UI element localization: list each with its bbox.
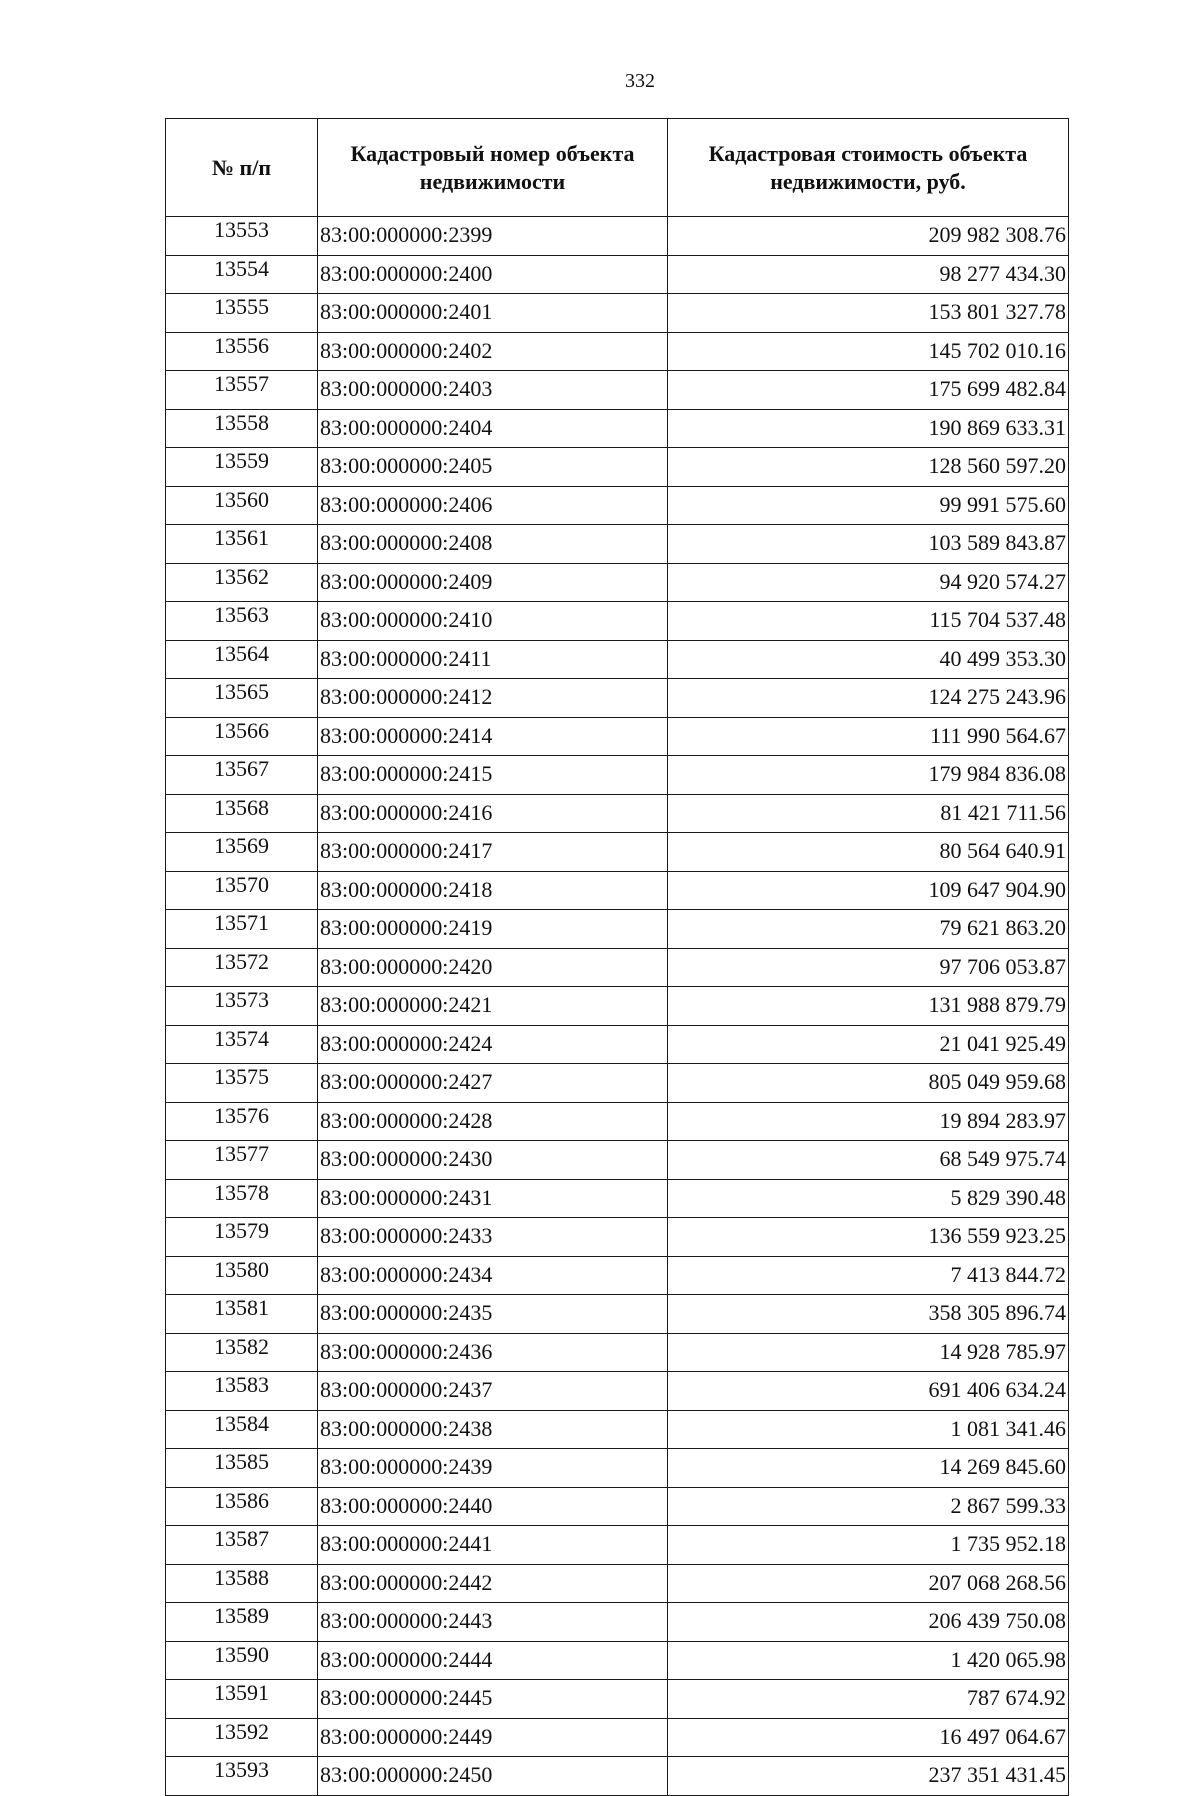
row-number-cell: 13586 xyxy=(166,1487,318,1526)
cadastral-number-cell: 83:00:000000:2430 xyxy=(318,1141,668,1180)
cadastral-number-cell: 83:00:000000:2450 xyxy=(318,1757,668,1796)
cadastral-value-cell: 19 894 283.97 xyxy=(668,1102,1069,1141)
row-number-cell: 13591 xyxy=(166,1680,318,1719)
cadastral-number-cell: 83:00:000000:2409 xyxy=(318,563,668,602)
cadastral-number-cell: 83:00:000000:2433 xyxy=(318,1218,668,1257)
row-number-cell: 13582 xyxy=(166,1333,318,1372)
row-number-cell: 13571 xyxy=(166,910,318,949)
table-row xyxy=(166,602,1069,641)
cadastral-value-cell: 124 275 243.96 xyxy=(668,679,1069,718)
row-number-cell: 13587 xyxy=(166,1526,318,1565)
row-number-cell: 13564 xyxy=(166,640,318,679)
table-row xyxy=(166,1603,1069,1642)
row-number-cell: 13558 xyxy=(166,409,318,448)
cadastral-value-cell: 175 699 482.84 xyxy=(668,371,1069,410)
row-number-cell: 13577 xyxy=(166,1141,318,1180)
table-row xyxy=(166,448,1069,487)
cadastral-number-cell: 83:00:000000:2424 xyxy=(318,1025,668,1064)
table-row xyxy=(166,332,1069,371)
cadastral-number-cell: 83:00:000000:2412 xyxy=(318,679,668,718)
cadastral-number-cell: 83:00:000000:2431 xyxy=(318,1179,668,1218)
cadastral-number-cell: 83:00:000000:2405 xyxy=(318,448,668,487)
table-row xyxy=(166,409,1069,448)
table-row xyxy=(166,833,1069,872)
row-number-cell: 13554 xyxy=(166,255,318,294)
cadastral-number-cell: 83:00:000000:2416 xyxy=(318,794,668,833)
cadastral-number-cell: 83:00:000000:2439 xyxy=(318,1449,668,1488)
row-number-cell: 13576 xyxy=(166,1102,318,1141)
cadastral-number-cell: 83:00:000000:2449 xyxy=(318,1718,668,1757)
cadastral-value-cell: 97 706 053.87 xyxy=(668,948,1069,987)
table-row xyxy=(166,1025,1069,1064)
row-number-cell: 13556 xyxy=(166,332,318,371)
cadastral-number-cell: 83:00:000000:2408 xyxy=(318,525,668,564)
table-row xyxy=(166,525,1069,564)
table-row xyxy=(166,640,1069,679)
table-row xyxy=(166,371,1069,410)
table-row xyxy=(166,679,1069,718)
cadastral-number-cell: 83:00:000000:2442 xyxy=(318,1564,668,1603)
header-row-number: № п/п xyxy=(166,119,318,217)
table-body xyxy=(166,217,1069,1796)
cadastral-number-cell: 83:00:000000:2404 xyxy=(318,409,668,448)
cadastral-value-cell: 14 928 785.97 xyxy=(668,1333,1069,1372)
table-row xyxy=(166,1256,1069,1295)
cadastral-number-cell: 83:00:000000:2406 xyxy=(318,486,668,525)
cadastral-value-cell: 145 702 010.16 xyxy=(668,332,1069,371)
page-number: 332 xyxy=(625,70,655,92)
table-row xyxy=(166,486,1069,525)
cadastral-number-cell: 83:00:000000:2417 xyxy=(318,833,668,872)
cadastral-number-cell: 83:00:000000:2436 xyxy=(318,1333,668,1372)
table-row xyxy=(166,294,1069,333)
row-number-cell: 13583 xyxy=(166,1372,318,1411)
row-number-cell: 13567 xyxy=(166,756,318,795)
table-row xyxy=(166,717,1069,756)
row-number-cell: 13580 xyxy=(166,1256,318,1295)
table-row xyxy=(166,1372,1069,1411)
table-row xyxy=(166,1333,1069,1372)
table-row xyxy=(166,1641,1069,1680)
cadastral-value-cell: 14 269 845.60 xyxy=(668,1449,1069,1488)
row-number-cell: 13581 xyxy=(166,1295,318,1334)
cadastral-value-cell: 111 990 564.67 xyxy=(668,717,1069,756)
cadastral-number-cell: 83:00:000000:2444 xyxy=(318,1641,668,1680)
table-row xyxy=(166,1410,1069,1449)
row-number-cell: 13566 xyxy=(166,717,318,756)
cadastral-value-cell: 79 621 863.20 xyxy=(668,910,1069,949)
table-row xyxy=(166,1102,1069,1141)
cadastral-number-cell: 83:00:000000:2400 xyxy=(318,255,668,294)
cadastral-number-cell: 83:00:000000:2420 xyxy=(318,948,668,987)
cadastral-value-cell: 136 559 923.25 xyxy=(668,1218,1069,1257)
cadastral-number-cell: 83:00:000000:2421 xyxy=(318,987,668,1026)
table-row xyxy=(166,987,1069,1026)
cadastral-number-cell: 83:00:000000:2410 xyxy=(318,602,668,641)
table-row xyxy=(166,1564,1069,1603)
cadastral-number-cell: 83:00:000000:2411 xyxy=(318,640,668,679)
row-number-cell: 13555 xyxy=(166,294,318,333)
cadastral-value-cell: 128 560 597.20 xyxy=(668,448,1069,487)
cadastral-value-cell: 1 420 065.98 xyxy=(668,1641,1069,1680)
row-number-cell: 13560 xyxy=(166,486,318,525)
table-row xyxy=(166,910,1069,949)
cadastral-value-cell: 206 439 750.08 xyxy=(668,1603,1069,1642)
cadastral-number-cell: 83:00:000000:2402 xyxy=(318,332,668,371)
cadastral-value-cell: 179 984 836.08 xyxy=(668,756,1069,795)
cadastral-value-cell: 131 988 879.79 xyxy=(668,987,1069,1026)
table-row xyxy=(166,1064,1069,1103)
row-number-cell: 13585 xyxy=(166,1449,318,1488)
cadastral-value-cell: 94 920 574.27 xyxy=(668,563,1069,602)
cadastral-value-cell: 7 413 844.72 xyxy=(668,1256,1069,1295)
cadastral-number-cell: 83:00:000000:2434 xyxy=(318,1256,668,1295)
row-number-cell: 13570 xyxy=(166,871,318,910)
cadastral-value-cell: 787 674.92 xyxy=(668,1680,1069,1719)
header-cadastral-number: Кадастровый номер объекта недвижимости xyxy=(318,119,668,217)
header-cadastral-value: Кадастровая стоимость объекта недвижимости, руб. xyxy=(668,119,1069,217)
cadastral-value-cell: 21 041 925.49 xyxy=(668,1025,1069,1064)
row-number-cell: 13589 xyxy=(166,1603,318,1642)
cadastral-value-cell: 98 277 434.30 xyxy=(668,255,1069,294)
cadastral-number-cell: 83:00:000000:2441 xyxy=(318,1526,668,1565)
cadastral-value-cell: 691 406 634.24 xyxy=(668,1372,1069,1411)
row-number-cell: 13593 xyxy=(166,1757,318,1796)
cadastral-value-cell: 68 549 975.74 xyxy=(668,1141,1069,1180)
cadastral-value-cell: 209 982 308.76 xyxy=(668,217,1069,256)
row-number-cell: 13584 xyxy=(166,1410,318,1449)
cadastral-value-cell: 109 647 904.90 xyxy=(668,871,1069,910)
cadastral-number-cell: 83:00:000000:2427 xyxy=(318,1064,668,1103)
cadastral-number-cell: 83:00:000000:2428 xyxy=(318,1102,668,1141)
cadastral-number-cell: 83:00:000000:2440 xyxy=(318,1487,668,1526)
row-number-cell: 13579 xyxy=(166,1218,318,1257)
cadastral-value-cell: 358 305 896.74 xyxy=(668,1295,1069,1334)
table-row xyxy=(166,871,1069,910)
cadastral-value-table xyxy=(165,118,1069,1796)
row-number-cell: 13561 xyxy=(166,525,318,564)
row-number-cell: 13553 xyxy=(166,217,318,256)
table-row xyxy=(166,948,1069,987)
cadastral-value-cell: 805 049 959.68 xyxy=(668,1064,1069,1103)
row-number-cell: 13572 xyxy=(166,948,318,987)
table-row xyxy=(166,1757,1069,1796)
table-row xyxy=(166,1487,1069,1526)
row-number-cell: 13565 xyxy=(166,679,318,718)
table-row xyxy=(166,217,1069,256)
table-row xyxy=(166,563,1069,602)
row-number-cell: 13569 xyxy=(166,833,318,872)
cadastral-value-cell: 103 589 843.87 xyxy=(668,525,1069,564)
cadastral-value-cell: 40 499 353.30 xyxy=(668,640,1069,679)
table-header-row xyxy=(166,119,1069,217)
cadastral-value-cell: 207 068 268.56 xyxy=(668,1564,1069,1603)
cadastral-number-cell: 83:00:000000:2399 xyxy=(318,217,668,256)
cadastral-number-cell: 83:00:000000:2418 xyxy=(318,871,668,910)
cadastral-value-cell: 190 869 633.31 xyxy=(668,409,1069,448)
cadastral-value-cell: 2 867 599.33 xyxy=(668,1487,1069,1526)
table-row xyxy=(166,1141,1069,1180)
row-number-cell: 13578 xyxy=(166,1179,318,1218)
cadastral-number-cell: 83:00:000000:2415 xyxy=(318,756,668,795)
row-number-cell: 13573 xyxy=(166,987,318,1026)
row-number-cell: 13563 xyxy=(166,602,318,641)
cadastral-value-cell: 99 991 575.60 xyxy=(668,486,1069,525)
cadastral-value-cell: 237 351 431.45 xyxy=(668,1757,1069,1796)
cadastral-number-cell: 83:00:000000:2403 xyxy=(318,371,668,410)
table-row xyxy=(166,1218,1069,1257)
table-row xyxy=(166,794,1069,833)
row-number-cell: 13568 xyxy=(166,794,318,833)
cadastral-number-cell: 83:00:000000:2419 xyxy=(318,910,668,949)
cadastral-value-cell: 5 829 390.48 xyxy=(668,1179,1069,1218)
row-number-cell: 13574 xyxy=(166,1025,318,1064)
table-row xyxy=(166,1179,1069,1218)
cadastral-value-cell: 1 735 952.18 xyxy=(668,1526,1069,1565)
cadastral-number-cell: 83:00:000000:2443 xyxy=(318,1603,668,1642)
cadastral-number-cell: 83:00:000000:2435 xyxy=(318,1295,668,1334)
cadastral-value-cell: 80 564 640.91 xyxy=(668,833,1069,872)
table-row xyxy=(166,255,1069,294)
row-number-cell: 13592 xyxy=(166,1718,318,1757)
table-row xyxy=(166,1718,1069,1757)
table-row xyxy=(166,756,1069,795)
cadastral-number-cell: 83:00:000000:2437 xyxy=(318,1372,668,1411)
cadastral-number-cell: 83:00:000000:2401 xyxy=(318,294,668,333)
cadastral-number-cell: 83:00:000000:2414 xyxy=(318,717,668,756)
cadastral-number-cell: 83:00:000000:2438 xyxy=(318,1410,668,1449)
cadastral-value-cell: 115 704 537.48 xyxy=(668,602,1069,641)
cadastral-number-cell: 83:00:000000:2445 xyxy=(318,1680,668,1719)
row-number-cell: 13588 xyxy=(166,1564,318,1603)
cadastral-value-cell: 81 421 711.56 xyxy=(668,794,1069,833)
table-row xyxy=(166,1449,1069,1488)
table-row xyxy=(166,1295,1069,1334)
row-number-cell: 13559 xyxy=(166,448,318,487)
row-number-cell: 13590 xyxy=(166,1641,318,1680)
table-row xyxy=(166,1526,1069,1565)
row-number-cell: 13562 xyxy=(166,563,318,602)
cadastral-value-cell: 153 801 327.78 xyxy=(668,294,1069,333)
cadastral-value-cell: 16 497 064.67 xyxy=(668,1718,1069,1757)
row-number-cell: 13557 xyxy=(166,371,318,410)
row-number-cell: 13575 xyxy=(166,1064,318,1103)
cadastral-value-cell: 1 081 341.46 xyxy=(668,1410,1069,1449)
table-row xyxy=(166,1680,1069,1719)
